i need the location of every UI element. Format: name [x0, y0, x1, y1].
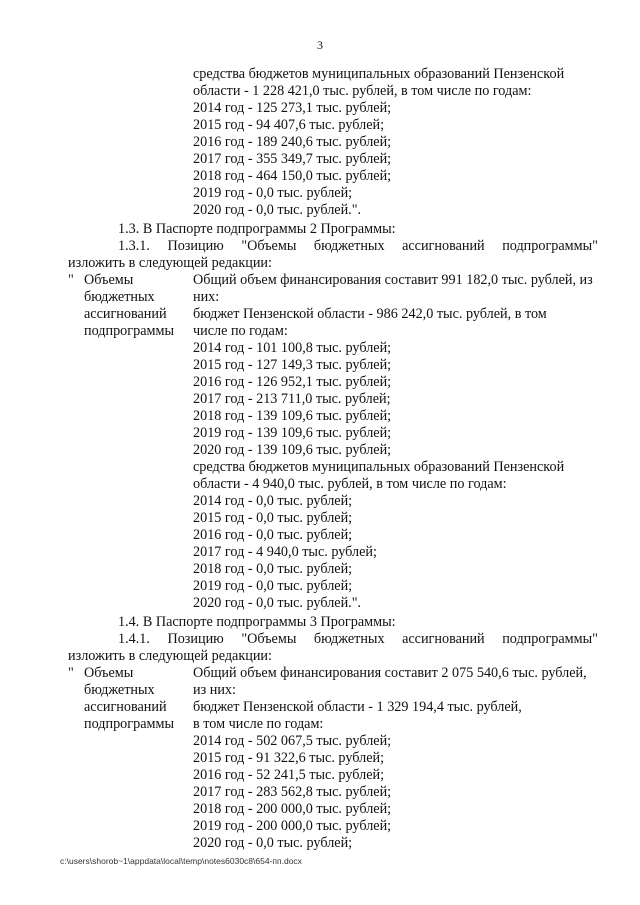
top-line-1: средства бюджетов муниципальных образований Пензенской — [193, 66, 565, 82]
file-path-footer: c:\users\shorob~1\appdata\local\temp\notes6030c8\654-пп.docx — [60, 856, 302, 866]
s2-body-line: 2016 год - 126 952,1 тыс. рублей; — [193, 374, 392, 390]
s2-body-line: 2015 год - 127 149,3 тыс. рублей; — [193, 357, 392, 373]
s2-body-line: 2018 год - 139 109,6 тыс. рублей; — [193, 408, 392, 424]
section-3-label-4: подпрограммы — [84, 716, 174, 732]
item-word: Позицию — [167, 631, 224, 647]
section-2-label-4: подпрограммы — [84, 323, 174, 339]
section-2-label-1: Объемы — [84, 272, 134, 288]
top-line-2: области - 1 228 421,0 тыс. рублей, в том числе по годам: — [193, 83, 532, 99]
s3-body-line: 2018 год - 200 000,0 тыс. рублей; — [193, 801, 392, 817]
s3-body-line: Общий объем финансирования составит 2 075 540,6 тыс. рублей, — [193, 665, 587, 681]
item-word: ассигнований — [402, 631, 485, 647]
s2-body-line: бюджет Пензенской области - 986 242,0 тыс. рублей, в том — [193, 306, 547, 322]
section-3-item-cont: изложить в следующей редакции: — [68, 648, 272, 664]
item-word: подпрограммы" — [502, 238, 598, 254]
item-word: ассигнований — [402, 238, 485, 254]
s2-body-line: 2014 год - 0,0 тыс. рублей; — [193, 493, 353, 509]
section-2-item-cont: изложить в следующей редакции: — [68, 255, 272, 271]
s2-body-line: числе по годам: — [193, 323, 288, 339]
s2-body-line: 2016 год - 0,0 тыс. рублей; — [193, 527, 353, 543]
section-2-heading: 1.3. В Паспорте подпрограммы 2 Программы: — [118, 221, 396, 237]
item-word: бюджетных — [313, 238, 385, 254]
top-line-5: 2016 год - 189 240,6 тыс. рублей; — [193, 134, 392, 150]
s2-body-line: 2018 год - 0,0 тыс. рублей; — [193, 561, 353, 577]
section-3-heading: 1.4. В Паспорте подпрограммы 3 Программы: — [118, 614, 396, 630]
s2-body-line: 2019 год - 139 109,6 тыс. рублей; — [193, 425, 392, 441]
section-2-label-2: бюджетных — [84, 289, 155, 305]
top-line-8: 2019 год - 0,0 тыс. рублей; — [193, 185, 353, 201]
s2-body-line: 2020 год - 139 109,6 тыс. рублей; — [193, 442, 392, 458]
item-word: подпрограммы" — [502, 631, 598, 647]
section-3-item — [118, 631, 598, 647]
item-word: бюджетных — [313, 631, 385, 647]
s2-body-line: 2014 год - 101 100,8 тыс. рублей; — [193, 340, 392, 356]
item-word: "Объемы — [241, 238, 297, 254]
s2-body-line: 2019 год - 0,0 тыс. рублей; — [193, 578, 353, 594]
s3-body-line: из них: — [193, 682, 236, 698]
s3-body-line: 2016 год - 52 241,5 тыс. рублей; — [193, 767, 385, 783]
top-line-4: 2015 год - 94 407,6 тыс. рублей; — [193, 117, 385, 133]
section-2-quote: " — [68, 272, 74, 288]
s3-body-line: бюджет Пензенской области - 1 329 194,4 тыс. рублей, — [193, 699, 522, 715]
section-3-label-2: бюджетных — [84, 682, 155, 698]
section-2-item — [118, 238, 598, 254]
s3-body-line: 2020 год - 0,0 тыс. рублей; — [193, 835, 353, 851]
s2-body-line: 2020 год - 0,0 тыс. рублей.". — [193, 595, 362, 611]
top-line-6: 2017 год - 355 349,7 тыс. рублей; — [193, 151, 392, 167]
s3-body-line: 2017 год - 283 562,8 тыс. рублей; — [193, 784, 392, 800]
section-3-label-3: ассигнований — [84, 699, 167, 715]
section-2-label-3: ассигнований — [84, 306, 167, 322]
s3-body-line: 2019 год - 200 000,0 тыс. рублей; — [193, 818, 392, 834]
s3-body-line: 2015 год - 91 322,6 тыс. рублей; — [193, 750, 385, 766]
top-line-9: 2020 год - 0,0 тыс. рублей.". — [193, 202, 362, 218]
item-word: "Объемы — [241, 631, 297, 647]
item-word: 1.3.1. — [118, 238, 150, 254]
s2-body-line: 2017 год - 213 711,0 тыс. рублей; — [193, 391, 391, 407]
top-line-7: 2018 год - 464 150,0 тыс. рублей; — [193, 168, 392, 184]
s2-body-line: средства бюджетов муниципальных образований Пензенской — [193, 459, 565, 475]
top-line-3: 2014 год - 125 273,1 тыс. рублей; — [193, 100, 392, 116]
item-word: 1.4.1. — [118, 631, 150, 647]
page-number: 3 — [317, 38, 323, 52]
s2-body-line: 2017 год - 4 940,0 тыс. рублей; — [193, 544, 377, 560]
s2-body-line: них: — [193, 289, 220, 305]
s3-body-line: 2014 год - 502 067,5 тыс. рублей; — [193, 733, 392, 749]
s2-body-line: области - 4 940,0 тыс. рублей, в том числе по годам: — [193, 476, 507, 492]
section-3-label-1: Объемы — [84, 665, 134, 681]
s3-body-line: в том числе по годам: — [193, 716, 324, 732]
s2-body-line: Общий объем финансирования составит 991 182,0 тыс. рублей, из — [193, 272, 593, 288]
item-word: Позицию — [167, 238, 224, 254]
section-3-quote: " — [68, 665, 74, 681]
s2-body-line: 2015 год - 0,0 тыс. рублей; — [193, 510, 353, 526]
